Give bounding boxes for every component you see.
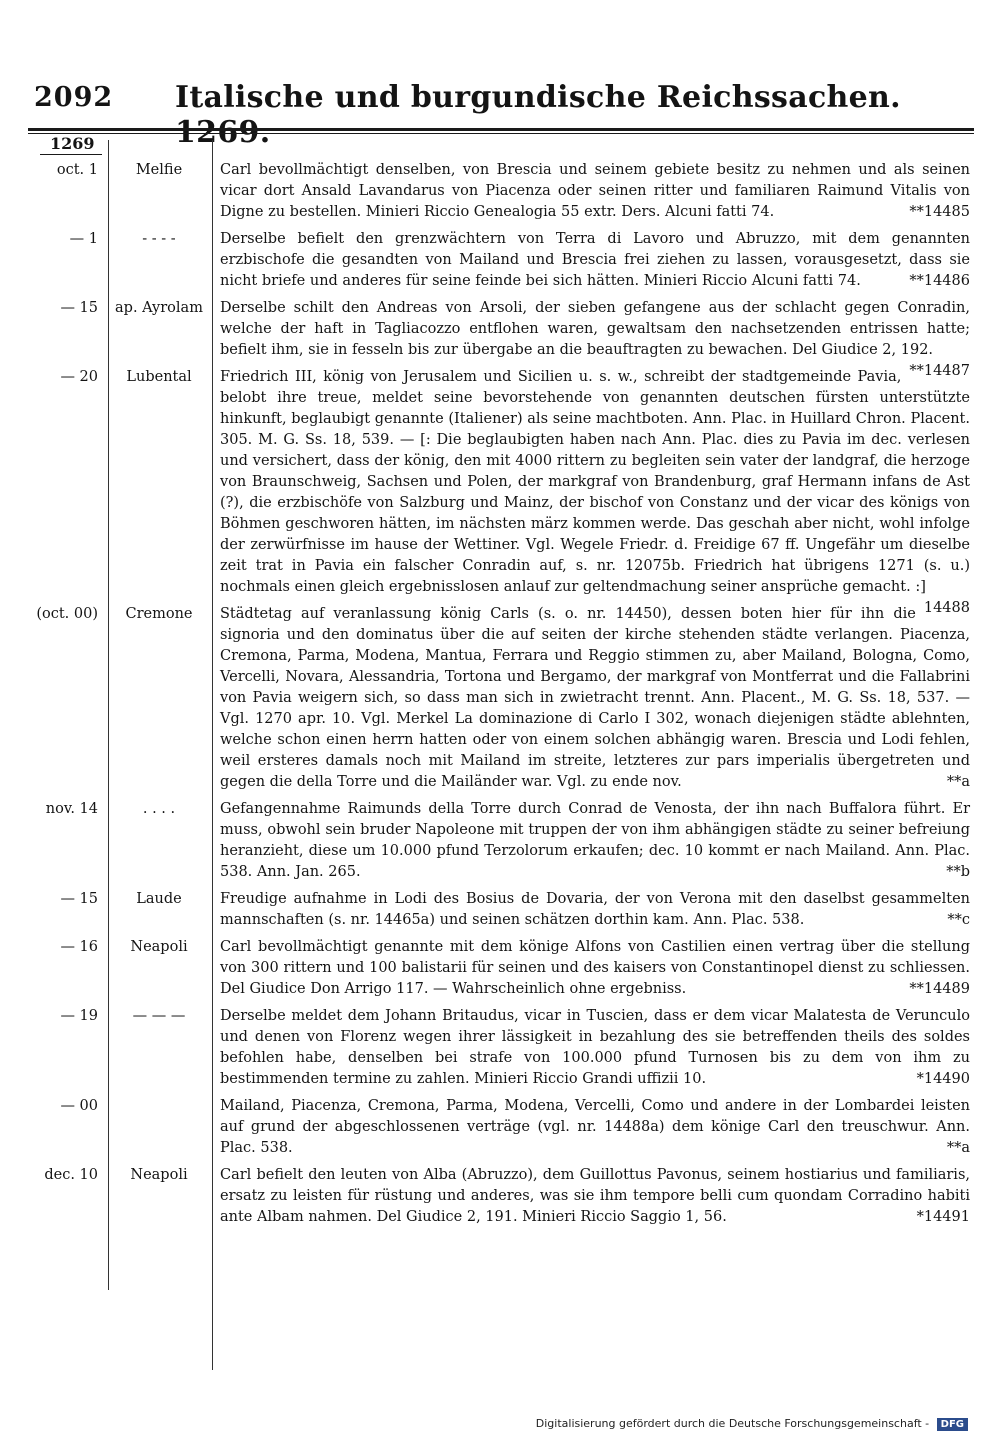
entry-text: Mailand, Piacenza, Cremona, Parma, Modena, Vercelli, Como und andere in der Lombardei leisten auf grund der abgeschlossenen verträge (vgl. nr. 14488a) dem könige Carl den treuschwur. Ann. Plac. 538. [220, 1098, 970, 1156]
entry-ref: **14487 [909, 363, 970, 379]
entry-text-block [220, 889, 970, 931]
entry-text-block [220, 1096, 970, 1159]
entry-date: — 00 [60, 1098, 98, 1114]
entry-14491 [0, 1165, 1000, 1228]
entry-text-block [220, 937, 970, 1000]
entry-date: — 19 [60, 1008, 98, 1024]
entry-date: — 20 [60, 369, 98, 385]
entry-ref: **a [946, 1140, 970, 1156]
year-underline [40, 154, 102, 155]
footer-text: Digitalisierung gefördert durch die Deutsche Forschungsgemeinschaft - [535, 1417, 930, 1430]
entry-ref: *14490 [916, 1071, 970, 1087]
entry-ref: *14491 [916, 1209, 970, 1225]
page-number: 2092 [34, 82, 114, 113]
entry-ref: **c [947, 912, 970, 928]
entry-14489 [0, 937, 1000, 1000]
entry-date: — 16 [60, 939, 98, 955]
entry-text-block [220, 298, 970, 379]
entry-14488b [0, 799, 1000, 883]
entry-14488a [0, 604, 1000, 793]
entry-text: Derselbe schilt den Andreas von Arsoli, der sieben gefangene aus der schlacht gegen Conradin, welche der haft in Tagliacozzo entflohen waren, gewaltsam den nachsetzenden entrissen hatte; befielt ihm, sie in fesseln bis zur übergabe an die beauftragten zu bewachen. Del Giudice 2, 192. [220, 300, 970, 358]
entry-ref: **14486 [909, 273, 970, 289]
entry-text-block [220, 1165, 970, 1228]
entry-place: Neapoli [130, 939, 188, 955]
entry-date: oct. 1 [56, 162, 98, 178]
entry-text-block [220, 799, 970, 883]
entry-14490 [0, 1006, 1000, 1090]
entry-place: - - - - [142, 231, 176, 247]
entry-text-block [220, 367, 970, 616]
entry-place: — — — [132, 1008, 186, 1024]
entry-text: Carl bevollmächtigt genannte mit dem könige Alfons von Castilien einen vertrag über die stellung von 300 rittern und 100 balistarii für seinen und des kaisers von Constantinopel dienst zu schliessen. Del Giudice Don Arrigo 117. — Wahrscheinlich ohne ergebniss. [220, 939, 970, 997]
entry-text-block [220, 1006, 970, 1090]
entry-text: Carl befielt den leuten von Alba (Abruzzo), dem Guillottus Pavonus, seinem hostiarius und familiaris, ersatz zu leisten für rüstung und anderes, was sie ihm tempore belli cum quondam Corradino habiti ante Albam nahmen. Del Giudice 2, 191. Minieri Riccio Saggio 1, 56. [220, 1167, 970, 1225]
entry-14490a [0, 1096, 1000, 1159]
entry-place: ap. Ayrolam [115, 300, 203, 316]
entry-14488c [0, 889, 1000, 931]
entry-ref: **14489 [909, 981, 970, 997]
entry-list [0, 160, 1000, 1234]
year-heading: 1269 [50, 134, 95, 153]
entry-ref: **a [946, 774, 970, 790]
entry-text-block [220, 604, 970, 793]
entry-text-block [220, 229, 970, 292]
entry-place: Lubental [126, 369, 192, 385]
entry-place: Melfie [135, 162, 183, 178]
entry-date: (oct. 00) [36, 606, 98, 622]
entry-text: Freudige aufnahme in Lodi des Bosius de Dovaria, der von Verona mit den daselbst gesammelten mannschaften (s. nr. 14465a) und seinen schätzen dorthin kam. Ann. Plac. 538. [220, 891, 970, 928]
entry-text: Derselbe meldet dem Johann Britaudus, vicar in Tuscien, dass er dem vicar Malatesta de Verunculo und denen von Florenz wegen ihrer lässigkeit in bezahlung des sie betreffenden theils des soldes befohlen habe, denselben bei strafe von 100.000 pfund Turnosen bis zu dem von ihm zu bestimmenden termine zu zahlen. Minieri Riccio Grandi uffizii 10. [220, 1008, 970, 1087]
entry-date: — 15 [60, 300, 98, 316]
entry-date: — 1 [69, 231, 98, 247]
entry-place: Neapoli [130, 1167, 188, 1183]
entry-date: dec. 10 [44, 1167, 98, 1183]
header-rule [28, 128, 974, 131]
dfg-logo: DFG [937, 1418, 968, 1431]
header-rule-thin [28, 133, 974, 134]
entry-14486 [0, 229, 1000, 292]
entry-text: Gefangennahme Raimunds della Torre durch Conrad de Venosta, der ihn nach Buffalora führt. Er muss, obwohl sein bruder Napoleone mit truppen der von ihm abhängigen städte zu seiner befreiung heranzieht, diese um 10.000 pfund Terzolorum erkaufen; dec. 10 kommt er nach Mailand. Ann. Plac. 538. Ann. Jan. 265. [220, 801, 970, 880]
entry-text: Städtetag auf veranlassung könig Carls (s. o. nr. 14450), dessen boten hier für ihn die signoria und den dominatus über die auf seiten der kirche stehenden städte verlangen. Piacenza, Cremona, Parma, Modena, Mantua, Ferrara und Reggio stimmen zu, aber Mailand, Bologna, Como, Vercelli, Novara, Alessandria, Tortona und Bergamo, der markgraf von Montferrat und die Fallabrini von Pavia weigern sich, so dass man sich in zwietracht trennt. Ann. Placent., M. G. Ss. 18, 537. — Vgl. 1270 apr. 10. Vgl. Merkel La dominazione di Carlo I 302, wonach diejenigen städte ablehnten, welche schon einen herrn hatten oder von einem solchen abhängig waren. Brescia und Lodi fehlen, weil ersteres damals noch mit Mailand im streite, letzteres zur pars imperialis übergetreten und gegen die della Torre und die Mailänder war. Vgl. zu ende nov. [220, 606, 970, 790]
page-title: Italische und burgundische Reichssachen. [175, 80, 901, 115]
entry-date: nov. 14 [45, 801, 98, 817]
entry-text: Friedrich III, könig von Jerusalem und Sicilien u. s. w., schreibt der stadtgemeinde Pavia, belobt ihre treue, meldet seine bevorstehende von genannten deutschen fürsten unterstützte hinkunft, beglaubigt genannte (Italiener) als seine machtboten. Ann. Plac. in Huillard Chron. Placent. 305. M. G. Ss. 18, 539. — [: Die beglaubigten haben nach Ann. Plac. dies zu Pavia im dec. verlesen und versichert, dass der könig, den mit 4000 rittern zu begleiten sein vater der landgraf, die herzoge von Braunschweig, Sachsen und Polen, der markgraf von Brandenburg, graf Hermann infans de Ast (?), die erzbischöfe von Salzburg und Mainz, der bischof von Constanz und der vicar des königs von Böhmen geschworen hätten, im nächsten märz kommen werde. Das geschah aber nicht, wohl infolge der zerwürfnisse im hause der Wettiner. Vgl. Wegele Friedr. d. Freidige 67 ff. Ungefähr um dieselbe zeit trat in Pavia ein falscher Conradin auf, s. nr. 12075b. Friedrich hat übrigens 1271 (s. u.) nochmals einen gleich ergebnisslosen anlauf zur geltendmachung seiner ansprüche gemacht. :] [220, 369, 970, 595]
entry-ref: **14485 [909, 204, 970, 220]
entry-place: Laude [136, 891, 182, 907]
entry-ref: 14488 [923, 600, 970, 616]
entry-text: Derselbe befielt den grenzwächtern von Terra di Lavoro und Abruzzo, mit dem genannten erzbischofe die gesandten von Mailand und Brescia frei ziehen zu lassen, vorausgesetzt, dass sie nicht briefe und anderes für seine feinde bei sich hätten. Minieri Riccio Alcuni fatti 74. [220, 231, 970, 289]
entry-text: Carl bevollmächtigt denselben, von Brescia und seinem gebiete besitz zu nehmen und als seinen vicar dort Ansald Lavandarus von Piacenza oder seinen ritter und familiaren Raimund Vitalis von Digne zu bestellen. Minieri Riccio Genealogia 55 extr. Ders. Alcuni fatti 74. [220, 162, 970, 220]
entry-ref: **b [946, 864, 970, 880]
entry-14485 [0, 160, 1000, 223]
entry-text-block [220, 160, 970, 223]
entry-date: — 15 [60, 891, 98, 907]
entry-place: Cremone [125, 606, 193, 622]
entry-place: . . . . [142, 801, 176, 817]
footer-credit [536, 1417, 968, 1431]
